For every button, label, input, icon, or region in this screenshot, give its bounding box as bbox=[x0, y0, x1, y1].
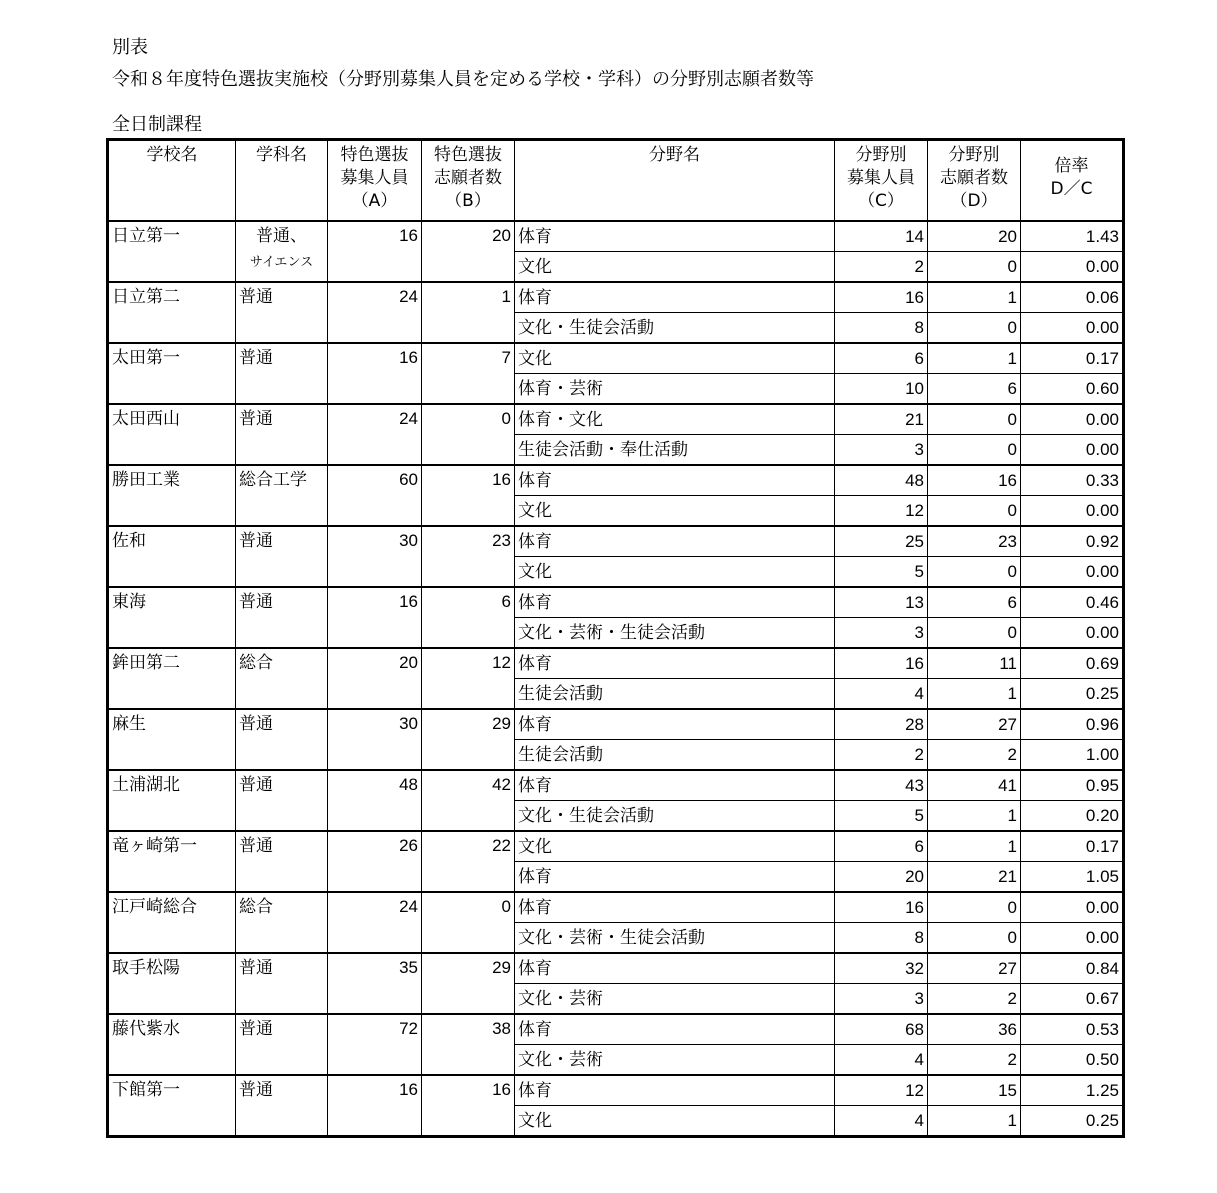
field-quota-c: 28 bbox=[835, 709, 928, 740]
field-name: 体育 bbox=[515, 465, 835, 496]
applicants-b: 0 bbox=[422, 404, 515, 465]
table-row bbox=[108, 648, 1124, 679]
field-quota-c: 2 bbox=[835, 252, 928, 283]
field-name: 生徒会活動 bbox=[515, 679, 835, 710]
applicants-b: 1 bbox=[422, 282, 515, 343]
dept-name: 普通 bbox=[239, 714, 273, 734]
field-quota-c: 48 bbox=[835, 465, 928, 496]
school-name: 藤代紫水 bbox=[108, 1014, 236, 1075]
field-applicants-d: 21 bbox=[928, 862, 1021, 893]
field-applicants-d: 23 bbox=[928, 526, 1021, 557]
ratio-d-c: 0.00 bbox=[1021, 313, 1124, 344]
dept-cell bbox=[236, 892, 328, 953]
quota-a: 26 bbox=[328, 831, 422, 892]
quota-a: 16 bbox=[328, 343, 422, 404]
field-quota-c: 8 bbox=[835, 313, 928, 344]
field-quota-c: 14 bbox=[835, 221, 928, 252]
school-name: 太田西山 bbox=[108, 404, 236, 465]
quota-a: 30 bbox=[328, 526, 422, 587]
field-applicants-d: 0 bbox=[928, 313, 1021, 344]
field-applicants-d: 1 bbox=[928, 282, 1021, 313]
school-name: 鉾田第二 bbox=[108, 648, 236, 709]
ratio-d-c: 0.06 bbox=[1021, 282, 1124, 313]
field-quota-c: 20 bbox=[835, 862, 928, 893]
dept-cell bbox=[236, 587, 328, 648]
field-quota-c: 3 bbox=[835, 618, 928, 649]
table-row bbox=[108, 526, 1124, 557]
field-name: 体育 bbox=[515, 709, 835, 740]
ratio-d-c: 0.00 bbox=[1021, 618, 1124, 649]
dept-cell bbox=[236, 1075, 328, 1137]
applicants-b: 38 bbox=[422, 1014, 515, 1075]
field-quota-c: 3 bbox=[835, 435, 928, 466]
ratio-d-c: 1.43 bbox=[1021, 221, 1124, 252]
field-applicants-d: 0 bbox=[928, 892, 1021, 923]
ratio-d-c: 0.53 bbox=[1021, 1014, 1124, 1045]
field-applicants-d: 11 bbox=[928, 648, 1021, 679]
field-name: 体育 bbox=[515, 282, 835, 313]
field-applicants-d: 0 bbox=[928, 923, 1021, 954]
ratio-d-c: 0.60 bbox=[1021, 374, 1124, 405]
field-quota-c: 4 bbox=[835, 1106, 928, 1137]
dept-cell bbox=[236, 404, 328, 465]
applicants-b: 6 bbox=[422, 587, 515, 648]
ratio-d-c: 0.33 bbox=[1021, 465, 1124, 496]
field-applicants-d: 6 bbox=[928, 374, 1021, 405]
field-applicants-d: 27 bbox=[928, 709, 1021, 740]
table-row bbox=[108, 587, 1124, 618]
dept-name: 普通 bbox=[239, 958, 273, 978]
applicants-b: 20 bbox=[422, 221, 515, 282]
field-name: 文化 bbox=[515, 557, 835, 588]
field-quota-c: 10 bbox=[835, 374, 928, 405]
dept-name: 普通 bbox=[239, 592, 273, 612]
field-quota-c: 68 bbox=[835, 1014, 928, 1045]
ratio-d-c: 0.92 bbox=[1021, 526, 1124, 557]
field-applicants-d: 0 bbox=[928, 435, 1021, 466]
dept-cell bbox=[236, 648, 328, 709]
ratio-d-c: 0.00 bbox=[1021, 435, 1124, 466]
field-name: 文化 bbox=[515, 1106, 835, 1137]
dept-name: 普通 bbox=[239, 348, 273, 368]
header-row bbox=[108, 140, 1124, 222]
dept-name: 普通 bbox=[239, 287, 273, 307]
field-name: 文化・生徒会活動 bbox=[515, 313, 835, 344]
dept-cell bbox=[236, 953, 328, 1014]
quota-a: 30 bbox=[328, 709, 422, 770]
dept-name: 普通 bbox=[239, 1080, 273, 1100]
dept-name: 総合工学 bbox=[239, 470, 307, 490]
field-name: 体育・文化 bbox=[515, 404, 835, 435]
field-quota-c: 6 bbox=[835, 343, 928, 374]
field-applicants-d: 27 bbox=[928, 953, 1021, 984]
table-row bbox=[108, 343, 1124, 374]
dept-cell bbox=[236, 770, 328, 831]
field-quota-c: 21 bbox=[835, 404, 928, 435]
quota-a: 20 bbox=[328, 648, 422, 709]
dept-cell bbox=[236, 831, 328, 892]
quota-a: 48 bbox=[328, 770, 422, 831]
field-name: 体育 bbox=[515, 587, 835, 618]
school-name: 下館第一 bbox=[108, 1075, 236, 1137]
applicants-b: 16 bbox=[422, 1075, 515, 1137]
quota-a: 16 bbox=[328, 221, 422, 282]
field-applicants-d: 2 bbox=[928, 1045, 1021, 1076]
field-applicants-d: 36 bbox=[928, 1014, 1021, 1045]
field-quota-c: 12 bbox=[835, 1075, 928, 1106]
table-row bbox=[108, 892, 1124, 923]
applicants-b: 7 bbox=[422, 343, 515, 404]
dept-cell bbox=[236, 343, 328, 404]
ratio-d-c: 1.05 bbox=[1021, 862, 1124, 893]
field-applicants-d: 0 bbox=[928, 618, 1021, 649]
school-name: 日立第一 bbox=[108, 221, 236, 282]
header-field: 分野名 bbox=[515, 140, 835, 222]
field-name: 生徒会活動・奉仕活動 bbox=[515, 435, 835, 466]
field-name: 文化・生徒会活動 bbox=[515, 801, 835, 832]
header-a: 特色選抜 募集人員 （A） bbox=[328, 140, 422, 222]
header-dept: 学科名 bbox=[236, 140, 328, 222]
ratio-d-c: 0.20 bbox=[1021, 801, 1124, 832]
field-quota-c: 4 bbox=[835, 1045, 928, 1076]
header-b: 特色選抜 志願者数 （B） bbox=[422, 140, 515, 222]
quota-a: 16 bbox=[328, 1075, 422, 1137]
ratio-d-c: 1.00 bbox=[1021, 740, 1124, 771]
school-name: 日立第二 bbox=[108, 282, 236, 343]
ratio-d-c: 0.00 bbox=[1021, 557, 1124, 588]
field-applicants-d: 15 bbox=[928, 1075, 1021, 1106]
header-ratio: 倍率 D／C bbox=[1021, 140, 1124, 222]
field-quota-c: 12 bbox=[835, 496, 928, 527]
document-label: 別表 bbox=[112, 37, 148, 58]
field-applicants-d: 1 bbox=[928, 679, 1021, 710]
quota-a: 60 bbox=[328, 465, 422, 526]
field-name: 体育 bbox=[515, 892, 835, 923]
field-applicants-d: 41 bbox=[928, 770, 1021, 801]
field-quota-c: 25 bbox=[835, 526, 928, 557]
field-applicants-d: 1 bbox=[928, 343, 1021, 374]
field-quota-c: 3 bbox=[835, 984, 928, 1015]
ratio-d-c: 0.95 bbox=[1021, 770, 1124, 801]
field-name: 体育 bbox=[515, 862, 835, 893]
table-row bbox=[108, 465, 1124, 496]
ratio-d-c: 0.00 bbox=[1021, 404, 1124, 435]
field-applicants-d: 0 bbox=[928, 557, 1021, 588]
ratio-d-c: 0.17 bbox=[1021, 343, 1124, 374]
header-school: 学校名 bbox=[108, 140, 236, 222]
quota-a: 35 bbox=[328, 953, 422, 1014]
field-name: 体育 bbox=[515, 1014, 835, 1045]
dept-name: 総合 bbox=[239, 897, 273, 917]
header-d: 分野別 志願者数 （D） bbox=[928, 140, 1021, 222]
applicants-b: 16 bbox=[422, 465, 515, 526]
field-applicants-d: 0 bbox=[928, 404, 1021, 435]
field-name: 文化・芸術・生徒会活動 bbox=[515, 923, 835, 954]
quota-a: 24 bbox=[328, 892, 422, 953]
applicants-b: 29 bbox=[422, 709, 515, 770]
school-name: 江戸崎総合 bbox=[108, 892, 236, 953]
field-quota-c: 2 bbox=[835, 740, 928, 771]
ratio-d-c: 0.67 bbox=[1021, 984, 1124, 1015]
quota-a: 24 bbox=[328, 404, 422, 465]
dept-cell bbox=[236, 221, 328, 282]
ratio-d-c: 0.00 bbox=[1021, 892, 1124, 923]
document-title: 令和８年度特色選抜実施校（分野別募集人員を定める学校・学科）の分野別志願者数等 bbox=[112, 69, 814, 90]
field-name: 体育・芸術 bbox=[515, 374, 835, 405]
ratio-d-c: 0.96 bbox=[1021, 709, 1124, 740]
ratio-d-c: 1.25 bbox=[1021, 1075, 1124, 1106]
ratio-d-c: 0.46 bbox=[1021, 587, 1124, 618]
applicants-b: 29 bbox=[422, 953, 515, 1014]
field-applicants-d: 16 bbox=[928, 465, 1021, 496]
table-row bbox=[108, 221, 1124, 252]
field-name: 体育 bbox=[515, 770, 835, 801]
dept-name-line2: サイエンス bbox=[249, 255, 314, 270]
field-quota-c: 16 bbox=[835, 648, 928, 679]
field-applicants-d: 0 bbox=[928, 496, 1021, 527]
school-name: 勝田工業 bbox=[108, 465, 236, 526]
field-name: 文化・芸術 bbox=[515, 984, 835, 1015]
field-name: 体育 bbox=[515, 648, 835, 679]
field-quota-c: 5 bbox=[835, 557, 928, 588]
field-applicants-d: 1 bbox=[928, 831, 1021, 862]
table-row bbox=[108, 282, 1124, 313]
table-row bbox=[108, 770, 1124, 801]
field-quota-c: 13 bbox=[835, 587, 928, 618]
field-quota-c: 16 bbox=[835, 282, 928, 313]
school-name: 太田第一 bbox=[108, 343, 236, 404]
ratio-d-c: 0.84 bbox=[1021, 953, 1124, 984]
school-name: 取手松陽 bbox=[108, 953, 236, 1014]
dept-cell bbox=[236, 465, 328, 526]
ratio-d-c: 0.00 bbox=[1021, 252, 1124, 283]
dept-name: 普通 bbox=[239, 531, 273, 551]
applicants-b: 12 bbox=[422, 648, 515, 709]
field-applicants-d: 6 bbox=[928, 587, 1021, 618]
field-applicants-d: 2 bbox=[928, 984, 1021, 1015]
dept-cell bbox=[236, 526, 328, 587]
school-name: 竜ヶ崎第一 bbox=[108, 831, 236, 892]
table-row bbox=[108, 1014, 1124, 1045]
dept-name: 普通、 bbox=[256, 226, 307, 246]
field-name: 文化 bbox=[515, 831, 835, 862]
table-row bbox=[108, 831, 1124, 862]
school-name: 佐和 bbox=[108, 526, 236, 587]
ratio-d-c: 0.00 bbox=[1021, 496, 1124, 527]
header-c: 分野別 募集人員 （C） bbox=[835, 140, 928, 222]
field-applicants-d: 2 bbox=[928, 740, 1021, 771]
field-applicants-d: 20 bbox=[928, 221, 1021, 252]
school-name: 麻生 bbox=[108, 709, 236, 770]
dept-cell bbox=[236, 282, 328, 343]
applicants-b: 42 bbox=[422, 770, 515, 831]
dept-name: 普通 bbox=[239, 836, 273, 856]
dept-cell bbox=[236, 1014, 328, 1075]
field-name: 体育 bbox=[515, 1075, 835, 1106]
dept-name: 普通 bbox=[239, 409, 273, 429]
dept-name: 普通 bbox=[239, 1019, 273, 1039]
field-name: 文化・芸術 bbox=[515, 1045, 835, 1076]
ratio-d-c: 0.25 bbox=[1021, 1106, 1124, 1137]
field-quota-c: 8 bbox=[835, 923, 928, 954]
field-quota-c: 5 bbox=[835, 801, 928, 832]
field-name: 文化 bbox=[515, 252, 835, 283]
table-body bbox=[108, 221, 1124, 1137]
field-name: 体育 bbox=[515, 221, 835, 252]
ratio-d-c: 0.25 bbox=[1021, 679, 1124, 710]
field-applicants-d: 1 bbox=[928, 801, 1021, 832]
applicants-b: 22 bbox=[422, 831, 515, 892]
dept-name: 総合 bbox=[239, 653, 273, 673]
field-quota-c: 16 bbox=[835, 892, 928, 923]
field-quota-c: 4 bbox=[835, 679, 928, 710]
table-row bbox=[108, 1075, 1124, 1106]
applicants-b: 23 bbox=[422, 526, 515, 587]
applicants-b: 0 bbox=[422, 892, 515, 953]
applicants-table bbox=[106, 138, 1125, 1138]
field-quota-c: 43 bbox=[835, 770, 928, 801]
quota-a: 72 bbox=[328, 1014, 422, 1075]
field-applicants-d: 0 bbox=[928, 252, 1021, 283]
field-quota-c: 32 bbox=[835, 953, 928, 984]
field-name: 体育 bbox=[515, 526, 835, 557]
field-name: 文化・芸術・生徒会活動 bbox=[515, 618, 835, 649]
school-name: 東海 bbox=[108, 587, 236, 648]
ratio-d-c: 0.17 bbox=[1021, 831, 1124, 862]
field-name: 文化 bbox=[515, 343, 835, 374]
field-name: 生徒会活動 bbox=[515, 740, 835, 771]
quota-a: 24 bbox=[328, 282, 422, 343]
dept-name: 普通 bbox=[239, 775, 273, 795]
course-heading: 全日制課程 bbox=[112, 114, 202, 135]
table-row bbox=[108, 404, 1124, 435]
ratio-d-c: 0.50 bbox=[1021, 1045, 1124, 1076]
school-name: 土浦湖北 bbox=[108, 770, 236, 831]
field-name: 体育 bbox=[515, 953, 835, 984]
ratio-d-c: 0.00 bbox=[1021, 923, 1124, 954]
dept-cell bbox=[236, 709, 328, 770]
quota-a: 16 bbox=[328, 587, 422, 648]
table-row bbox=[108, 953, 1124, 984]
field-applicants-d: 1 bbox=[928, 1106, 1021, 1137]
field-quota-c: 6 bbox=[835, 831, 928, 862]
ratio-d-c: 0.69 bbox=[1021, 648, 1124, 679]
field-name: 文化 bbox=[515, 496, 835, 527]
table-row bbox=[108, 709, 1124, 740]
